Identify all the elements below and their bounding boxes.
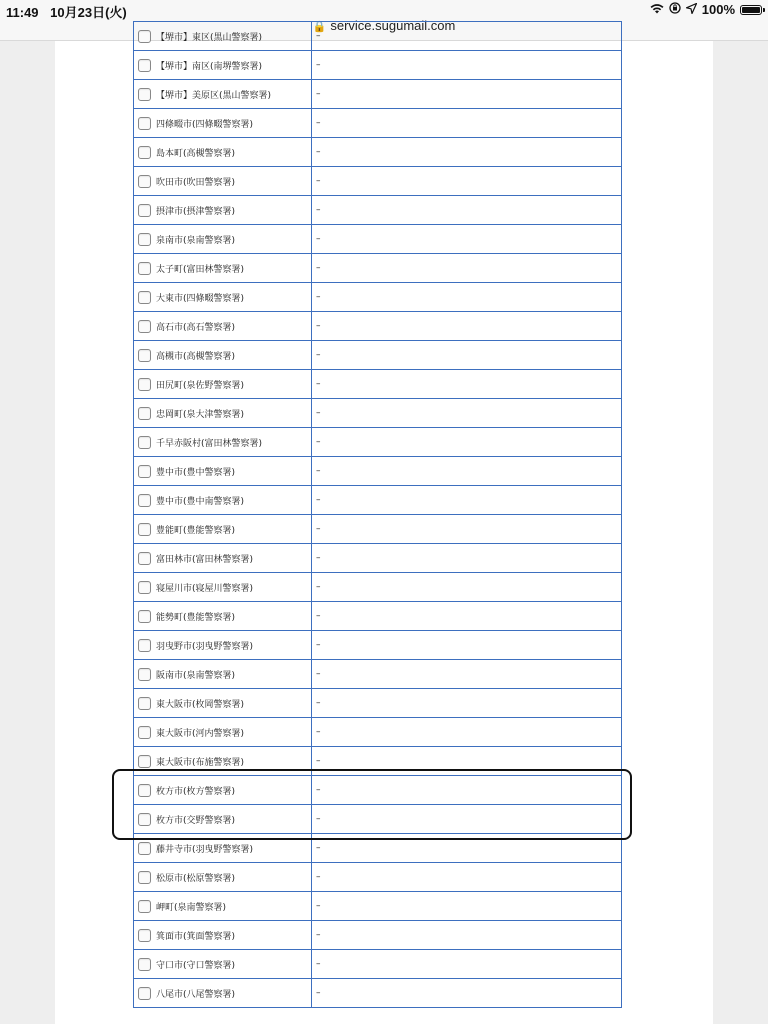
area-label[interactable]: 田尻町(泉佐野警察署) (156, 380, 245, 391)
area-cell (134, 80, 312, 109)
area-label[interactable]: 【堺市】東区(黒山警察署) (156, 32, 263, 43)
table-row (134, 689, 622, 718)
area-cell (134, 254, 312, 283)
area-cell (134, 544, 312, 573)
table-row (134, 196, 622, 225)
area-label[interactable]: 豊中市(豊中警察署) (156, 467, 236, 478)
area-value: – (312, 80, 622, 109)
area-value: – (312, 718, 622, 747)
area-value: – (312, 660, 622, 689)
area-value: – (312, 573, 622, 602)
area-checkbox[interactable] (138, 262, 151, 275)
area-label[interactable]: 千早赤阪村(富田林警察署) (156, 438, 263, 449)
area-value: – (312, 225, 622, 254)
area-checkbox[interactable] (138, 378, 151, 391)
area-checkbox[interactable] (138, 146, 151, 159)
table-row (134, 863, 622, 892)
area-cell (134, 109, 312, 138)
area-checkbox[interactable] (138, 726, 151, 739)
battery-fill (742, 7, 760, 13)
area-cell (134, 776, 312, 805)
area-value: – (312, 892, 622, 921)
area-cell (134, 718, 312, 747)
area-checkbox[interactable] (138, 436, 151, 449)
area-label[interactable]: 能勢町(豊能警察署) (156, 612, 236, 623)
area-label[interactable]: 羽曳野市(羽曳野警察署) (156, 641, 254, 652)
table-row (134, 660, 622, 689)
table-row (134, 950, 622, 979)
area-checkbox[interactable] (138, 842, 151, 855)
area-checkbox[interactable] (138, 291, 151, 304)
area-value: – (312, 631, 622, 660)
area-checkbox[interactable] (138, 204, 151, 217)
area-label[interactable]: 太子町(富田林警察署) (156, 264, 245, 275)
area-cell (134, 689, 312, 718)
area-cell (134, 341, 312, 370)
area-table-body (134, 22, 622, 1008)
table-row (134, 631, 622, 660)
table-row (134, 776, 622, 805)
table-row (134, 747, 622, 776)
area-label[interactable]: 高槻市(高槻警察署) (156, 351, 236, 362)
area-cell (134, 283, 312, 312)
area-value: – (312, 689, 622, 718)
area-checkbox[interactable] (138, 407, 151, 420)
area-cell (134, 138, 312, 167)
area-label[interactable]: 摂津市(摂津警察署) (156, 206, 236, 217)
area-checkbox[interactable] (138, 900, 151, 913)
area-checkbox[interactable] (138, 523, 151, 536)
area-cell (134, 167, 312, 196)
status-date: 10月23日(火) (50, 5, 127, 20)
area-cell (134, 486, 312, 515)
area-label[interactable]: 島本町(高槻警察署) (156, 148, 236, 159)
table-row (134, 399, 622, 428)
area-cell (134, 892, 312, 921)
area-label[interactable]: 藤井寺市(羽曳野警察署) (156, 844, 254, 855)
area-value: – (312, 254, 622, 283)
area-label[interactable]: 四條畷市(四條畷警察署) (156, 119, 254, 130)
area-checkbox[interactable] (138, 784, 151, 797)
wifi-icon (650, 2, 664, 17)
area-checkbox[interactable] (138, 813, 151, 826)
table-row (134, 834, 622, 863)
area-label[interactable]: 吹田市(吹田警察署) (156, 177, 236, 188)
area-label[interactable]: 枚方市(枚方警察署) (156, 786, 236, 797)
area-checkbox[interactable] (138, 929, 151, 942)
area-cell (134, 399, 312, 428)
area-checkbox[interactable] (138, 871, 151, 884)
area-checkbox[interactable] (138, 465, 151, 478)
battery-percent: 100% (701, 2, 735, 17)
area-label[interactable]: 【堺市】美原区(黒山警察署) (156, 90, 272, 101)
area-checkbox[interactable] (138, 175, 151, 188)
area-cell (134, 631, 312, 660)
area-label[interactable]: 八尾市(八尾警察署) (156, 989, 236, 1000)
table-row (134, 225, 622, 254)
area-checkbox[interactable] (138, 987, 151, 1000)
area-value: – (312, 486, 622, 515)
area-value: – (312, 341, 622, 370)
table-row (134, 370, 622, 399)
area-value: – (312, 399, 622, 428)
area-label[interactable]: 泉南市(泉南警察署) (156, 235, 236, 246)
area-label[interactable]: 豊中市(豊中南警察署) (156, 496, 245, 507)
status-time: 11:49 (6, 5, 39, 20)
table-row (134, 254, 622, 283)
area-label[interactable]: 守口市(守口警察署) (156, 960, 236, 971)
table-row (134, 602, 622, 631)
area-cell (134, 834, 312, 863)
area-label[interactable]: 箕面市(箕面警察署) (156, 931, 236, 942)
lock-icon: 🔒 (312, 21, 327, 33)
area-checkbox[interactable] (138, 30, 151, 43)
area-checkbox[interactable] (138, 117, 151, 130)
page-content (55, 31, 713, 1024)
area-checkbox[interactable] (138, 552, 151, 565)
area-checkbox[interactable] (138, 320, 151, 333)
area-label[interactable]: 【堺市】南区(南堺警察署) (156, 61, 263, 72)
table-row (134, 573, 622, 602)
area-value: – (312, 921, 622, 950)
table-row (134, 718, 622, 747)
table-row (134, 109, 622, 138)
area-value: – (312, 312, 622, 341)
area-cell (134, 863, 312, 892)
table-row (134, 921, 622, 950)
location-arrow-icon (686, 2, 697, 17)
area-label[interactable]: 枚方市(交野警察署) (156, 815, 236, 826)
area-value: – (312, 428, 622, 457)
area-cell (134, 602, 312, 631)
area-cell (134, 225, 312, 254)
area-cell (134, 51, 312, 80)
area-value: – (312, 834, 622, 863)
area-checkbox[interactable] (138, 755, 151, 768)
area-label[interactable]: 東大阪市(布施警察署) (156, 757, 245, 768)
area-label[interactable]: 大東市(四條畷警察署) (156, 293, 245, 304)
area-cell (134, 457, 312, 486)
area-value: – (312, 109, 622, 138)
table-row (134, 341, 622, 370)
area-label[interactable]: 松原市(松原警察署) (156, 873, 236, 884)
area-value: – (312, 370, 622, 399)
table-row (134, 457, 622, 486)
area-value: – (312, 776, 622, 805)
area-value: – (312, 22, 622, 51)
table-row (134, 544, 622, 573)
area-value: – (312, 138, 622, 167)
area-label[interactable]: 豊能町(豊能警察署) (156, 525, 236, 536)
area-cell (134, 921, 312, 950)
table-row (134, 892, 622, 921)
table-row (134, 805, 622, 834)
area-table-wrapper (133, 21, 617, 1008)
area-cell (134, 573, 312, 602)
area-checkbox[interactable] (138, 610, 151, 623)
area-label[interactable]: 寝屋川市(寝屋川警察署) (156, 583, 254, 594)
area-table (133, 21, 622, 1008)
area-value: – (312, 457, 622, 486)
area-checkbox[interactable] (138, 697, 151, 710)
area-checkbox[interactable] (138, 581, 151, 594)
area-cell (134, 312, 312, 341)
area-checkbox[interactable] (138, 494, 151, 507)
area-value: – (312, 602, 622, 631)
area-value: – (312, 805, 622, 834)
area-value: – (312, 747, 622, 776)
table-row (134, 138, 622, 167)
area-value: – (312, 979, 622, 1008)
area-checkbox[interactable] (138, 668, 151, 681)
area-value: – (312, 950, 622, 979)
status-right (650, 2, 762, 17)
area-checkbox[interactable] (138, 349, 151, 362)
area-checkbox[interactable] (138, 639, 151, 652)
area-cell (134, 660, 312, 689)
area-label[interactable]: 東大阪市(河内警察署) (156, 728, 245, 739)
table-row (134, 80, 622, 109)
table-row (134, 283, 622, 312)
area-label[interactable]: 富田林市(富田林警察署) (156, 554, 254, 565)
orientation-lock-icon (669, 2, 681, 17)
table-row (134, 979, 622, 1008)
url-text[interactable]: service.sugumail.com (330, 18, 456, 33)
area-value: – (312, 283, 622, 312)
area-cell (134, 805, 312, 834)
area-value: – (312, 167, 622, 196)
area-value: – (312, 544, 622, 573)
area-label[interactable]: 忠岡町(泉大津警察署) (156, 409, 245, 420)
area-cell (134, 979, 312, 1008)
area-cell (134, 22, 312, 51)
area-label[interactable]: 東大阪市(枚岡警察署) (156, 699, 245, 710)
battery-icon (740, 5, 762, 15)
table-row (134, 167, 622, 196)
area-cell (134, 747, 312, 776)
area-value: – (312, 863, 622, 892)
area-cell (134, 950, 312, 979)
table-row (134, 515, 622, 544)
area-cell (134, 428, 312, 457)
table-row (134, 428, 622, 457)
area-checkbox[interactable] (138, 59, 151, 72)
area-value: – (312, 515, 622, 544)
table-row (134, 312, 622, 341)
table-row (134, 22, 622, 51)
area-cell (134, 370, 312, 399)
area-label[interactable]: 阪南市(泉南警察署) (156, 670, 236, 681)
area-value: – (312, 51, 622, 80)
area-label[interactable]: 高石市(高石警察署) (156, 322, 236, 333)
area-value: – (312, 196, 622, 225)
area-checkbox[interactable] (138, 88, 151, 101)
area-cell (134, 515, 312, 544)
area-label[interactable]: 岬町(泉南警察署) (156, 902, 227, 913)
area-checkbox[interactable] (138, 233, 151, 246)
area-cell (134, 196, 312, 225)
area-checkbox[interactable] (138, 958, 151, 971)
table-row (134, 51, 622, 80)
table-row (134, 486, 622, 515)
